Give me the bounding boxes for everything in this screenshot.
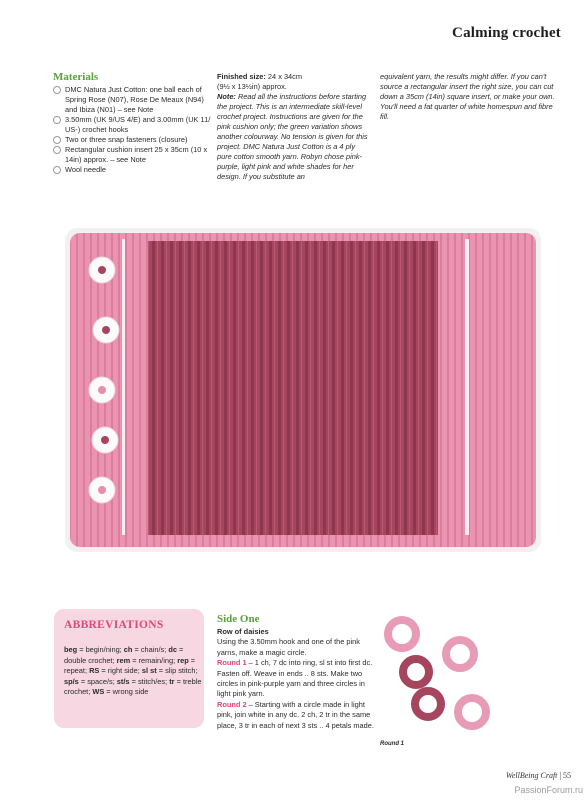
circle-bullet-icon: [53, 116, 61, 124]
round-2-text: – Starting with a circle made in light pink, join white in any dc. 2 ch, 2 tr in the same place, 3 tr in each of next 3 sts .. 4 petals made.: [217, 699, 374, 730]
cushion-photo: [62, 225, 544, 555]
materials-item: Rectangular cushion insert 25 x 35cm (10 x 14in) approx. – see Note: [53, 145, 213, 165]
abbreviations-box: [54, 609, 204, 728]
materials-heading: Materials: [53, 71, 99, 83]
round-2-label: Round 2: [217, 699, 247, 709]
info-column: [217, 72, 369, 182]
magazine-name: WellBeing Craft: [505, 771, 558, 780]
round-1-text: – 1 ch, 7 dc into ring, sl st into first dc. Fasten off. Weave in ends .. 8 sts. Make two circles in pink-purple yarn and three circles in light pink yarn.: [217, 658, 373, 699]
section-title: Calming crochet: [452, 25, 561, 41]
materials-item: DMC Natura Just Cotton: one ball each of Spring Rose (N07), Rose De Meaux (N94) and Ibiza (N01) – see Note: [53, 85, 213, 115]
page-footer: [506, 771, 571, 780]
circle-bullet-icon: [53, 86, 61, 94]
finished-size-imperial: (9½ x 13½in) approx.: [217, 82, 287, 91]
finished-size-label: Finished size:: [217, 72, 266, 81]
materials-item: Wool needle: [53, 165, 213, 175]
crochet-rings-photo: [378, 612, 498, 737]
materials-section: [53, 71, 213, 175]
watermark: PassionForum.ru: [514, 785, 583, 795]
note-continued: equivalent yarn, the results might differ. If you can't source a rectangular insert the right size, you can cut down a 35cm (14in) square insert, or make your own. You'll need a fat quarter of white homespun and fibre fill.: [380, 72, 555, 121]
materials-item: 3.50mm (UK 9/US 4/E) and 3.00mm (UK 11/ US-) crochet hooks: [53, 115, 213, 135]
page-number: 55: [563, 771, 571, 780]
circle-bullet-icon: [53, 166, 61, 174]
abbreviations-text: beg = begin/ning; ch = chain/s; dc = double crochet; rem = remain/ing; rep = repeat; RS = right side; sl st = slip stitch; sp/s = space/s; st/s = stitch/es; tr = treble crochet; WS = wrong side: [64, 645, 202, 697]
note-label: Note:: [217, 92, 236, 101]
side-one-instructions: [217, 627, 377, 731]
figure-caption: Round 1: [380, 741, 404, 747]
side-one-heading: Side One: [217, 613, 260, 625]
round-1-label: Round 1: [217, 658, 247, 668]
circle-bullet-icon: [53, 136, 61, 144]
side-one-intro: Using the 3.50mm hook and one of the pink yarns, make a magic circle.: [217, 637, 360, 657]
circle-bullet-icon: [53, 146, 61, 154]
row-of-daisies-heading: Row of daisies: [217, 627, 269, 636]
divider: |: [559, 771, 561, 780]
materials-item: Two or three snap fasteners (closure): [53, 135, 213, 145]
materials-list: [53, 85, 213, 175]
finished-size-value: 24 x 34cm: [265, 72, 303, 81]
note-text: Read all the instructions before starting the project. This is an intermediate skill-level crochet project. Instructions are given for the pink cushion only; the green variation shows another colourway. No tension is given for this project. DMC Natura Just Cotton is a 4 ply pure cotton smooth yarn. Robyn chose pink-purple, light pink and white shades for her design. If you substitute an: [217, 92, 368, 181]
abbreviations-heading: ABBREVIATIONS: [64, 619, 164, 631]
